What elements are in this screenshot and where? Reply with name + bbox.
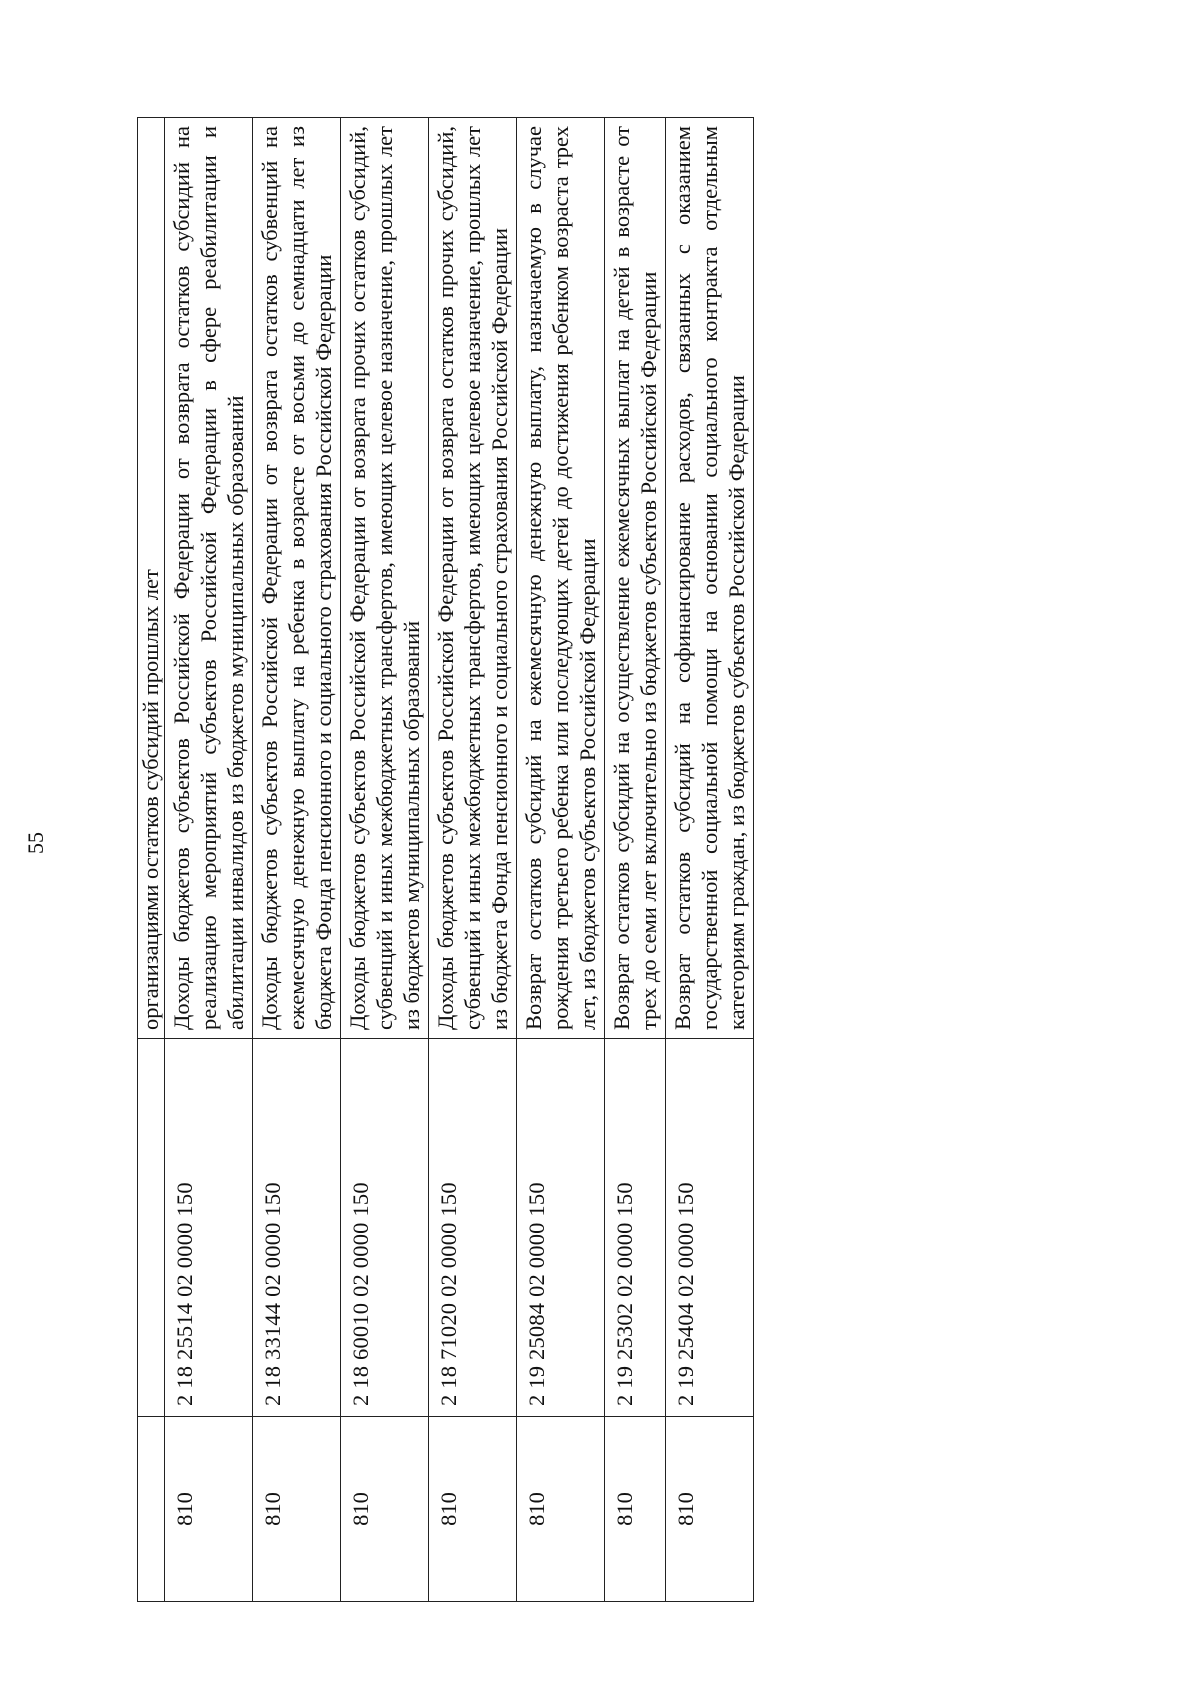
description-cell: Доходы бюджетов субъектов Российской Федерации от возврата прочих остатков субсидий, субвенций и иных межбюджетных трансфертов, имеющих целевое назначение, прошлых лет из бюджетов муниципальных образований: [341, 118, 429, 1039]
admin-code-cell: 810: [429, 1417, 517, 1602]
admin-cell-empty: [138, 1417, 165, 1602]
description-cell: Возврат остатков субсидий на софинансирование расходов, связанных с оказанием государственной социальной помощи на основании социального контракта отдельным категориям граждан, из бюджетов субъектов Российской Федерации: [666, 118, 754, 1039]
budget-code-cell: 2 19 25302 02 0000 150: [605, 1039, 666, 1417]
budget-code-cell: 2 18 33144 02 0000 150: [253, 1039, 341, 1417]
description-cell: Доходы бюджетов субъектов Российской Федерации от возврата остатков прочих субсидий, субвенций и иных межбюджетных трансфертов, имеющих целевое назначение, прошлых лет из бюджета Фонда пенсионного и социального страхования Российской Федерации: [429, 118, 517, 1039]
table-row: [605, 118, 666, 1602]
admin-code-cell: 810: [341, 1417, 429, 1602]
table-row: [517, 118, 605, 1602]
budget-code-cell: 2 18 71020 02 0000 150: [429, 1039, 517, 1417]
table-row: [253, 118, 341, 1602]
table-row: [666, 118, 754, 1602]
description-cell: Возврат остатков субсидий на ежемесячную денежную выплату, назначаемую в случае рождения третьего ребенка или последующих детей до достижения ребенком возраста трех лет, из бюджетов субъектов Российской Федерации: [517, 118, 605, 1039]
description-cell: Доходы бюджетов субъектов Российской Федерации от возврата остатков субсидий на реализацию мероприятий субъектов Российской Федерации в сфере реабилитации и абилитации инвалидов из бюджетов муниципальных образований: [165, 118, 253, 1039]
admin-code-cell: 810: [605, 1417, 666, 1602]
admin-code-cell: 810: [165, 1417, 253, 1602]
description-cell: Доходы бюджетов субъектов Российской Федерации от возврата остатков субвенций на ежемесячную денежную выплату на ребенка в возрасте от восьми до семнадцати лет из бюджета Фонда пенсионного и социального страхования Российской Федерации: [253, 118, 341, 1039]
budget-code-cell: 2 18 60010 02 0000 150: [341, 1039, 429, 1417]
budget-code-cell: 2 19 25084 02 0000 150: [517, 1039, 605, 1417]
budget-code-cell: 2 18 25514 02 0000 150: [165, 1039, 253, 1417]
description-cell: Возврат остатков субсидий на осуществление ежемесячных выплат на детей в возрасте от трех до семи лет включительно из бюджетов субъектов Российской Федерации: [605, 118, 666, 1039]
admin-code-cell: 810: [666, 1417, 754, 1602]
code-cell-empty: [138, 1039, 165, 1417]
table-row-continuation: [138, 118, 165, 1602]
table-row: [429, 118, 517, 1602]
admin-code-cell: 810: [253, 1417, 341, 1602]
admin-code-cell: 810: [517, 1417, 605, 1602]
table-row: [341, 118, 429, 1602]
rotated-table-container: [137, 118, 1127, 1602]
table-row: [165, 118, 253, 1602]
budget-code-cell: 2 19 25404 02 0000 150: [666, 1039, 754, 1417]
page-number: 55: [23, 832, 48, 854]
description-cell: организациями остатков субсидий прошлых лет: [138, 118, 165, 1039]
revenue-codes-table: [137, 117, 754, 1602]
